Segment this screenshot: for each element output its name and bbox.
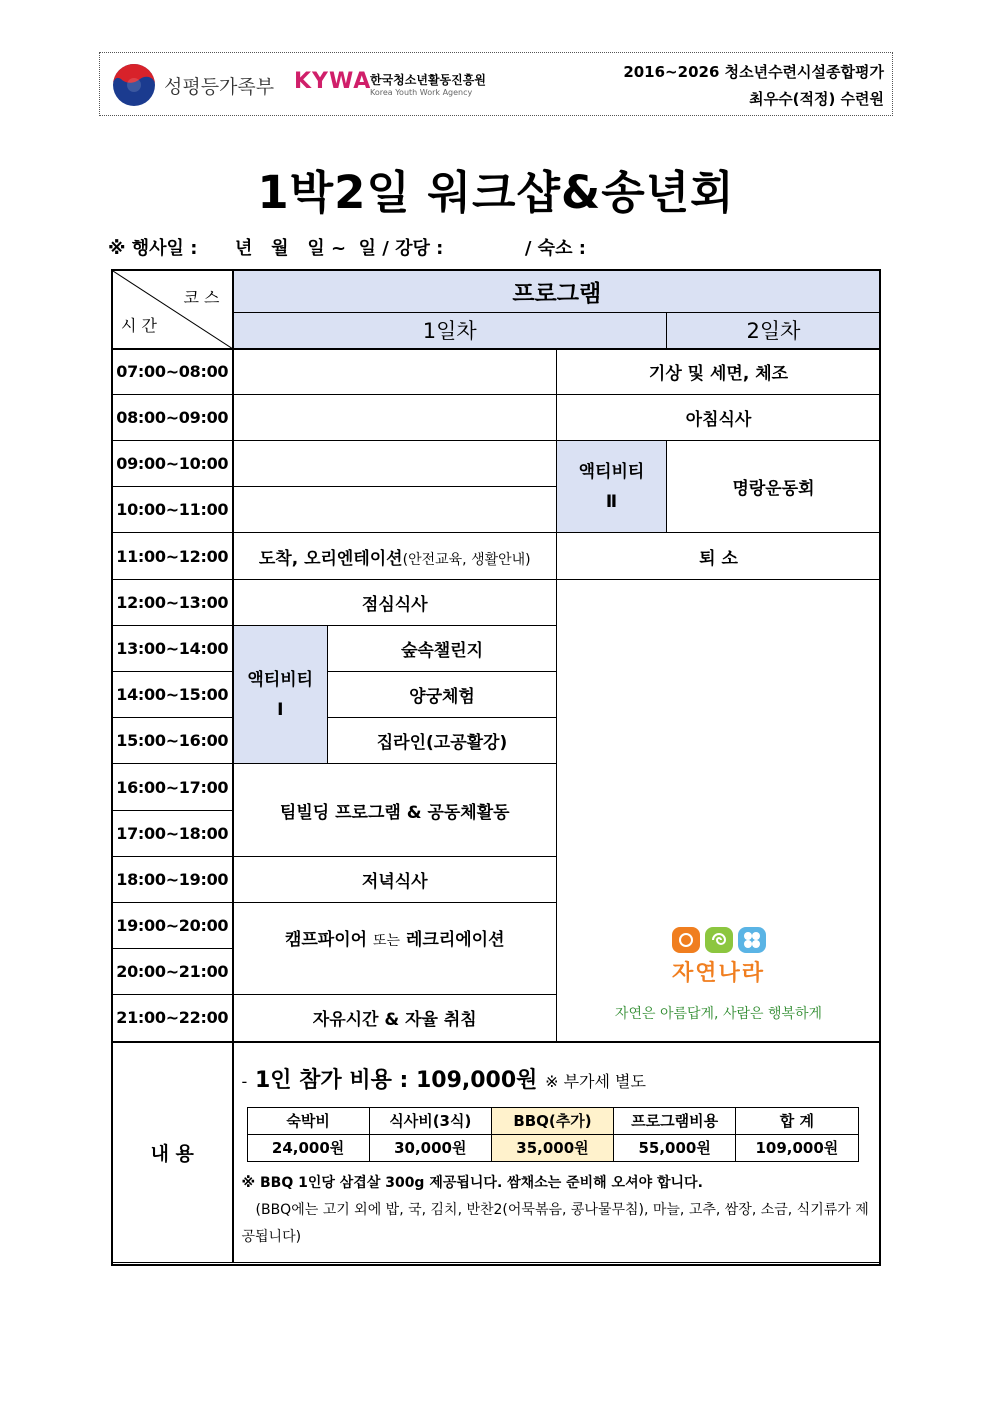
page-title: 1박2일 워크샵&송년회	[257, 166, 735, 219]
cost-value: 109,000원	[736, 1134, 858, 1161]
day1-arrival	[233, 533, 557, 580]
cost-dash: -	[241, 1071, 248, 1091]
cost-vat-note: ※ 부가세 별도	[545, 1071, 646, 1091]
day2-free-area	[557, 580, 881, 1042]
cost-header: 합 계	[736, 1107, 858, 1134]
campfire-text: 캠프파이어	[284, 930, 368, 950]
day1-forest-challenge: 숲속챌린지	[328, 626, 557, 672]
corner-course-label: 코 스	[183, 288, 220, 307]
day1-empty-cell	[233, 349, 557, 395]
nature-logo-icons	[557, 926, 880, 954]
time-cell: 09:00~10:00	[113, 441, 233, 487]
time-cell: 08:00~09:00	[113, 395, 233, 441]
day1-dinner: 저녁식사	[233, 857, 557, 903]
day1-zipline: 집라인(고공활강)	[328, 718, 557, 764]
kywa-name-en: Korea Youth Work Agency	[370, 88, 473, 97]
program-header: 프로그램	[233, 271, 881, 313]
cost-value: 55,000원	[614, 1134, 736, 1161]
bbq-note: ※ BBQ 1인당 삼겹살 300g 제공됩니다. 쌈채소는 준비해 오셔야 합니다.	[241, 1174, 703, 1191]
cost-value: 24,000원	[247, 1134, 369, 1161]
time-cell: 21:00~22:00	[113, 995, 233, 1042]
cost-value-row	[247, 1134, 858, 1161]
corner-diagonal	[113, 271, 233, 349]
day1-campfire	[233, 903, 557, 995]
day1-archery: 양궁체험	[328, 672, 557, 718]
day1-activity1-label: 액티비티 Ⅰ	[233, 626, 328, 764]
sun-icon	[671, 926, 701, 954]
cost-amount: 1인 참가 비용 : 109,000원	[254, 1067, 538, 1093]
day1-teambuilding: 팀빌딩 프로그램 & 공동체활동	[233, 764, 557, 857]
recreation-text: 레크리에이션	[405, 930, 505, 950]
time-cell: 10:00~11:00	[113, 487, 233, 533]
kywa-logo: KYWA	[294, 69, 372, 94]
arrival-note: (안전교육, 생활안내)	[402, 551, 531, 568]
day2-wake: 기상 및 세면, 체조	[557, 349, 881, 395]
time-cell: 19:00~20:00	[113, 903, 233, 949]
kywa-name-ko: 한국청소년활동진흥원	[370, 73, 486, 87]
bbq-detail: (BBQ에는 고기 외에 밥, 국, 김치, 반찬2(어묵볶음, 콩나물무침), 마늘, 고추, 쌈장, 소금, 식기류가 제공됩니다)	[241, 1201, 869, 1245]
flower-icon	[737, 926, 767, 954]
time-cell: 15:00~16:00	[113, 718, 233, 764]
day1-empty-cell	[233, 441, 557, 487]
day1-header: 1일차	[233, 313, 667, 349]
day1-empty-cell	[233, 395, 557, 441]
cost-header: 프로그램비용	[614, 1107, 736, 1134]
cost-header: 숙박비	[247, 1107, 369, 1134]
cost-header: BBQ(추가)	[491, 1107, 613, 1134]
cost-value: 35,000원	[491, 1134, 613, 1161]
arrival-text: 도착, 오리엔테이션	[258, 548, 403, 569]
time-cell: 07:00~08:00	[113, 349, 233, 395]
time-cell: 18:00~19:00	[113, 857, 233, 903]
corner-cell	[113, 271, 233, 349]
time-cell: 14:00~15:00	[113, 672, 233, 718]
snail-icon	[704, 926, 734, 954]
cost-header: 식사비(3식)	[369, 1107, 491, 1134]
time-cell: 17:00~18:00	[113, 811, 233, 857]
grade-text: 최우수(적정) 수련원	[749, 90, 884, 108]
nature-logo-text	[557, 956, 880, 987]
time-cell: 11:00~12:00	[113, 533, 233, 580]
corner-time-label: 시 간	[121, 316, 157, 335]
campfire-or: 또는	[373, 933, 401, 949]
schedule-table	[112, 270, 881, 1263]
day2-checkout: 퇴 소	[557, 533, 881, 580]
cost-table	[247, 1107, 859, 1162]
ministry-name: 성평등가족부	[164, 76, 275, 98]
day1-lunch: 점심식사	[233, 580, 557, 626]
evaluation-text: 2016~2026 청소년수련시설종합평가	[623, 63, 884, 81]
day2-sports-day: 명랑운동회	[667, 441, 881, 533]
content-label: 내 용	[113, 1042, 233, 1263]
time-cell: 20:00~21:00	[113, 949, 233, 995]
day2-activity2-label: 액티비티 Ⅱ	[557, 441, 667, 533]
cost-value: 30,000원	[369, 1134, 491, 1161]
cost-header-row	[247, 1107, 858, 1134]
day1-empty-cell	[233, 487, 557, 533]
day2-header: 2일차	[667, 313, 881, 349]
day1-free-time: 자유시간 & 자율 취침	[233, 995, 557, 1042]
time-cell: 12:00~13:00	[113, 580, 233, 626]
content-cell	[233, 1042, 881, 1263]
ministry-emblem-icon	[111, 62, 157, 108]
nature-logo-word: 자연나라	[671, 960, 765, 986]
day2-breakfast: 아침식사	[557, 395, 881, 441]
time-cell: 13:00~14:00	[113, 626, 233, 672]
event-info-line: ※ 행사일 : 년 월 일 ~ 일 / 강당 : / 숙소 :	[108, 238, 586, 259]
cost-line	[242, 1063, 646, 1094]
time-cell: 16:00~17:00	[113, 764, 233, 811]
nature-slogan: 자연은 아름답게, 사람은 행복하게	[614, 1005, 823, 1022]
